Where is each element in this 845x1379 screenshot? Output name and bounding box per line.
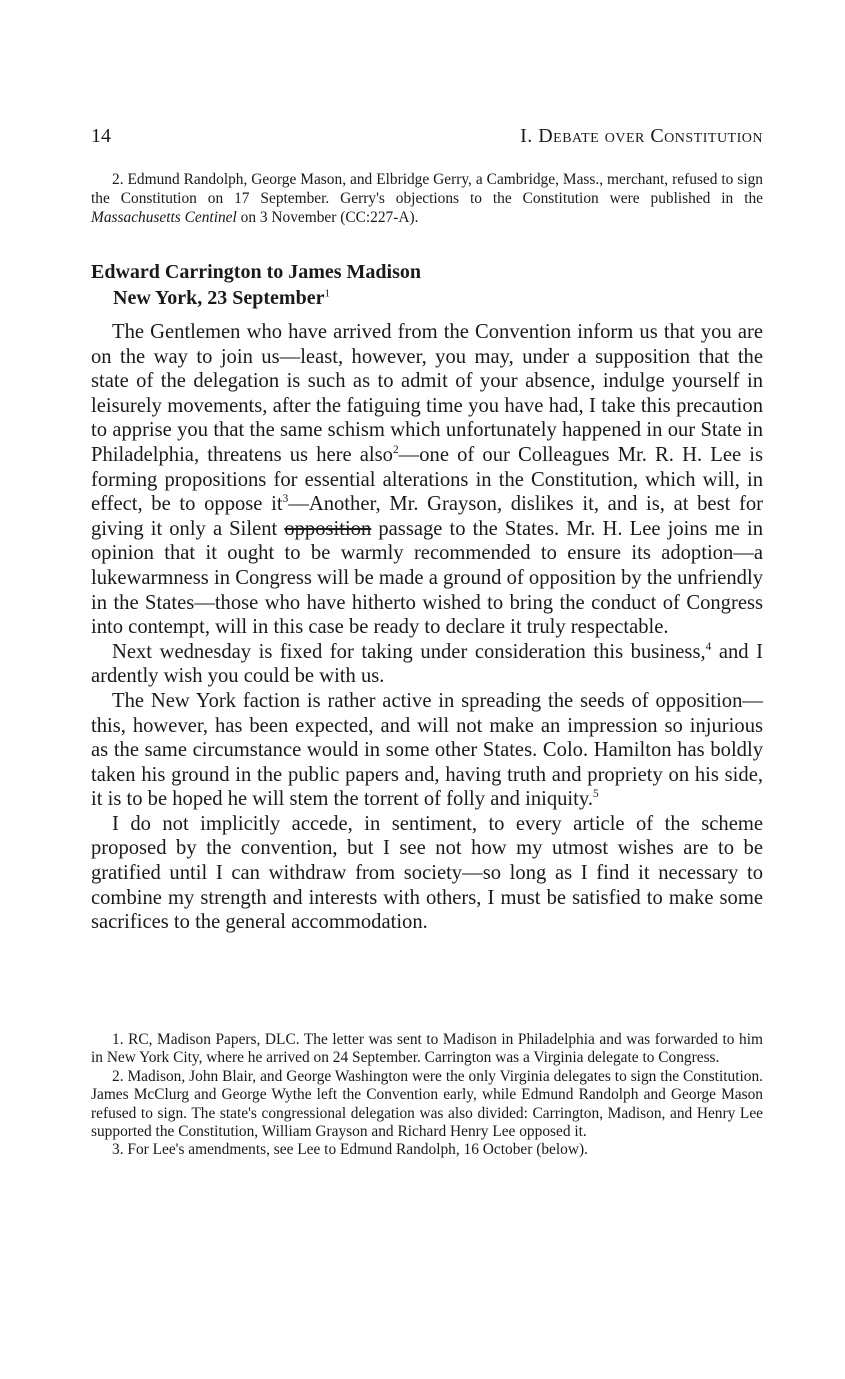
footnote-ref-5: 5 <box>592 788 599 801</box>
letter-title: Edward Carrington to James Madison <box>91 261 422 283</box>
footnote-2-prior: 2. Edmund Randolph, George Mason, and Elbridge Gerry, a Cambridge, Mass., merchant, refused to sign the Constitution on 17 September. Gerry's objections to the Constitution were published in the Massachusetts Centinel on 3 November (CC:227-A). <box>91 171 763 227</box>
footnote-ref-1: 1 <box>324 287 330 300</box>
newspaper-title: Massachusetts Centinel <box>91 209 237 227</box>
footnote-2: 2. Madison, John Blair, and George Washington were the only Virginia delegates to sign the Constitution. James McClurg and George Wythe left the Convention early, while Edmund Randolph and George Mason refused to sign. The state's congressional delegation was also divided: Carrington, Madison, and Henry Lee supported the Constitution, William Grayson and Richard Henry Lee opposed it. <box>91 1067 763 1141</box>
footnote-3: 3. For Lee's amendments, see Lee to Edmund Randolph, 16 October (below). <box>112 1141 588 1159</box>
letter-body <box>91 320 763 935</box>
section-title: I. Debate over Constitution <box>520 125 763 147</box>
letter-heading <box>91 259 763 311</box>
footnote-ref-4: 4 <box>705 640 712 653</box>
letter-dateline: New York, 23 September$^1$ <box>113 287 330 309</box>
page-number: 14 <box>91 125 111 147</box>
paragraph-4: I do not implicitly accede, in sentiment, to every article of the scheme proposed by the convention, but I see not how my utmost wishes are to be gratified until I can withdraw from society—so long as I find it necessary to combine my strength and interests with others, I must be satisfied to make some sacrifices to the general accommodation. <box>91 812 763 934</box>
paragraph-1: The Gentlemen who have arrived from the Convention inform us that you are on the way to join us—least, however, you may, under a supposition that the state of the delegation is such as to admit of your absence, indulge yourself in leisurely movements, after the fatiguing time you have had, I take this precaution to apprise you that the same schism which unfortunately happened in our State in Philadelphia, threatens us here also$^2$—one of our Colleagues Mr. R. H. Lee is forming propositions for essential alterations in the Constitution, which will, in effect, be to oppose $it^3—Another$, Mr. Grayson, dislikes it, and is, at best for giving it only a Silent opposition passage to the States. Mr. H. Lee joins me in opinion that it ought to be warmly recommended to ensure its adoption—a lukewarmness in Congress will be made a ground of opposition by the unfriendly in the States—those who have hitherto wished to bring the conduct of Congress into contempt, will in this case be ready to declare it truly respectable. <box>91 321 763 639</box>
struck-word: opposition <box>284 517 372 540</box>
footnote-1: 1. RC, Madison Papers, DLC. The letter was sent to Madison in Philadelphia and was forwarded to him in New York City, where he arrived on 24 September. Carrington was a Virginia delegate to Congress. <box>91 1031 763 1067</box>
footnote-ref-2: 2 <box>392 444 399 457</box>
paragraph-2: Next wednesday is fixed for taking under consideration this business,$^4$ and I ardently wish you could be with us. <box>91 640 764 688</box>
carryover-footnotes <box>91 170 763 228</box>
paragraph-3: The New York faction is rather active in spreading the seeds of opposition—this, however, has been expected, and will not make an impression so injurious as the same circumstance would in some other States. Colo. Hamilton has boldly taken his ground in the public papers and, having truth and propriety on his side, it is to be hoped he will stem the torrent of folly and iniquity.$^5$ <box>91 689 763 811</box>
footnotes <box>91 1031 763 1160</box>
footnote-ref-3: 3 <box>282 493 289 506</box>
running-head <box>91 124 763 148</box>
